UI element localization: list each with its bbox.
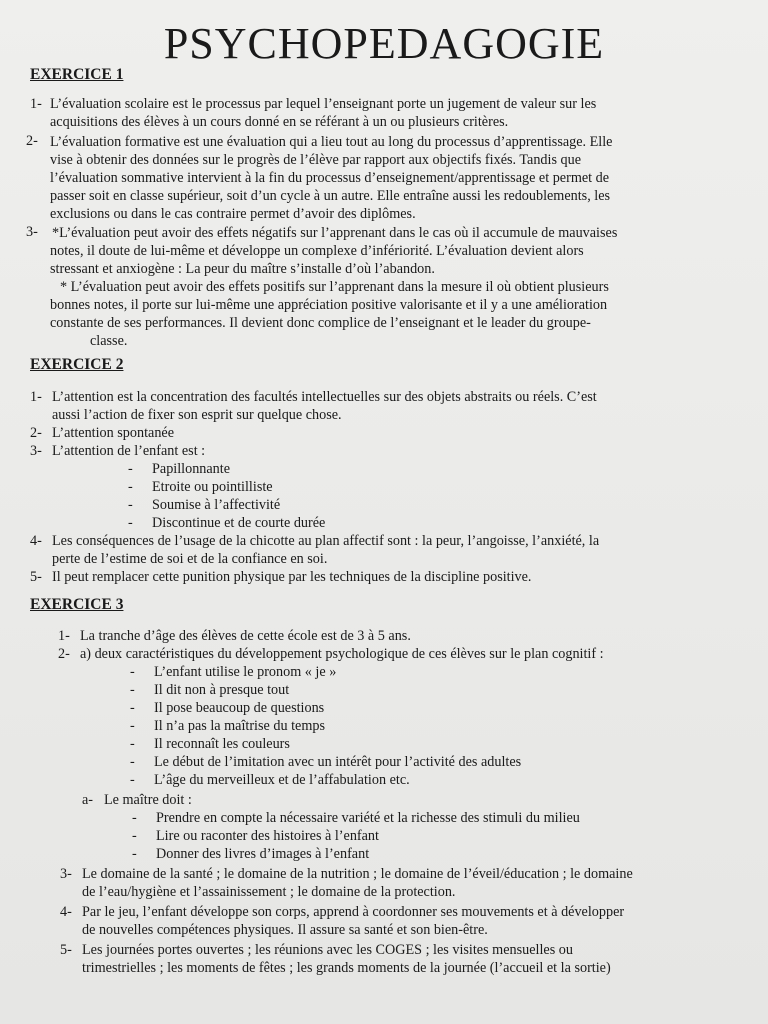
ex1-item1-line: L’évaluation scolaire est le processus par lequel l’enseignant porte un jugement de valeur sur les [50,96,597,112]
ex2-item1-line: aussi l’action de fixer son esprit sur quelque chose. [52,407,342,423]
bullet: - [128,515,133,531]
ex3-item4-line: Par le jeu, l’enfant développe son corps, apprend à coordonner ses mouvements et à développer [82,904,625,920]
exercise-1-heading: EXERCICE 1 [30,66,124,83]
ex3-bullet-item: Il dit non à presque tout [154,682,290,698]
bullet: - [128,479,133,495]
ex3-sub-bullet-item: Prendre en compte la nécessaire variété et la richesse des stimuli du milieu [156,810,580,826]
ex3-item1-line: La tranche d’âge des élèves de cette école est de 3 à 5 ans. [80,628,411,644]
ex1-item3-line: * L’évaluation peut avoir des effets positifs sur l’apprenant dans la mesure il où obtient plusieurs [60,279,609,295]
ex1-item3-line: bonnes notes, il porte sur lui-même une appréciation positive valorisante et il y a une amélioration [50,297,608,313]
item-number: 3- [30,443,42,459]
item-number: 3- [60,866,72,882]
bullet: - [128,461,133,477]
ex2-item2-line: L’attention spontanée [52,425,175,441]
ex1-item3-line: *L’évaluation peut avoir des effets négatifs sur l’apprenant dans le cas où il accumule de mauvaises [52,225,618,241]
ex2-item5-line: Il peut remplacer cette punition physique par les techniques de la discipline positive. [52,569,532,585]
bullet: - [128,497,133,513]
document-title: PSYCHOPEDAGOGIE [163,19,605,68]
ex2-item4-line: perte de l’estime de soi et de la confiance en soi. [52,551,328,567]
ex2-item3-line: L’attention de l’enfant est : [52,443,206,459]
ex2-bullet-item: Discontinue et de courte durée [152,515,326,531]
item-number: 3- [26,224,38,240]
bullet: - [130,754,135,770]
item-number: 4- [30,533,42,549]
exercise-2-heading: EXERCICE 2 [30,356,124,373]
ex1-item3-line: classe. [90,333,128,349]
ex1-item3-line: stressant et anxiogène : La peur du maître s’installe d’où l’abandon. [50,261,435,277]
item-number: 1- [30,96,42,112]
item-number: 1- [30,389,42,405]
ex3-bullet-item: Il n’a pas la maîtrise du temps [154,718,325,734]
bullet: - [132,846,137,862]
ex3-sub-bullet-item: Donner des livres d’images à l’enfant [156,846,370,862]
ex1-item2-line: exclusions ou dans le cas contraire permet d’avoir des diplômes. [50,206,416,222]
bullet: - [130,772,135,788]
ex3-item5-line: trimestrielles ; les moments de fêtes ; les grands moments de la journée (l’accueil et la sortie) [82,960,611,976]
ex3-bullet-item: L’enfant utilise le pronom « je » [154,664,337,680]
bullet: - [132,810,137,826]
ex3-bullet-item: L’âge du merveilleux et de l’affabulation etc. [154,772,410,788]
ex3-item4-line: de nouvelles compétences physiques. Il assure sa santé et son bien-être. [82,922,488,938]
ex3-item3-line: Le domaine de la santé ; le domaine de la nutrition ; le domaine de l’éveil/éducation ; le domaine [82,866,633,882]
ex2-bullet-item: Papillonnante [152,461,231,477]
exercise-3-heading: EXERCICE 3 [30,596,124,613]
bullet: - [130,682,135,698]
ex3-item3-line: de l’eau/hygiène et l’assainissement ; le domaine de la protection. [82,884,456,900]
item-number: 5- [30,569,42,585]
ex2-bullet-item: Soumise à l’affectivité [152,497,281,513]
ex2-item4-line: Les conséquences de l’usage de la chicotte au plan affectif sont : la peur, l’angoisse, l’anxiété, la [52,533,600,549]
item-number: 5- [60,942,72,958]
ex2-bullet-item: Etroite ou pointilliste [152,479,273,495]
ex1-item2-line: L’évaluation formative est une évaluation qui a lieu tout au long du processus d’apprentissage. Elle [50,134,613,150]
ex3-item5-line: Les journées portes ouvertes ; les réunions avec les COGES ; les visites mensuelles ou [82,942,573,958]
ex1-item3-line: notes, il doute de lui-même et développe un complexe d’infériorité. L’évaluation devient alors [50,243,584,259]
ex1-item1-line: acquisitions des élèves à un cours donné en se référant à un ou plusieurs critères. [50,114,509,130]
item-number: 2- [30,425,42,441]
ex2-item1-line: L’attention est la concentration des facultés intellectuelles sur des objets abstraits ou réels. C’est [52,389,597,405]
item-number: 2- [58,646,70,662]
bullet: - [130,664,135,680]
bullet: - [132,828,137,844]
item-number: a- [82,792,94,808]
bullet: - [130,718,135,734]
ex3-bullet-item: Il pose beaucoup de questions [154,700,325,716]
ex1-item2-line: vise à obtenir des données sur le progrès de l’élève par rapport aux objectifs fixés. Tandis que [50,152,581,168]
item-number: 1- [58,628,70,644]
ex3-item2-line: a) deux caractéristiques du développement psychologique de ces élèves sur le plan cognitif : [80,646,604,662]
ex3-item-a-line: Le maître doit : [104,792,192,808]
ex3-sub-bullet-item: Lire ou raconter des histoires à l’enfant [156,828,379,844]
ex1-item2-line: l’évaluation sommative intervient à la fin du processus d’enseignement/apprentissage et permet de [50,170,610,186]
item-number: 4- [60,904,72,920]
bullet: - [130,700,135,716]
item-number: 2- [26,133,38,149]
ex1-item3-line: constante de ses performances. Il devient donc complice de l’enseignant et le leader du groupe- [50,315,591,331]
ex3-bullet-item: Il reconnaît les couleurs [154,736,290,752]
ex1-item2-line: passer soit en classe supérieur, soit d’un cycle à un autre. Elle entraîne aussi les redoublements, les [50,188,611,204]
ex3-bullet-item: Le début de l’imitation avec un intérêt pour l’activité des adultes [154,754,522,770]
bullet: - [130,736,135,752]
